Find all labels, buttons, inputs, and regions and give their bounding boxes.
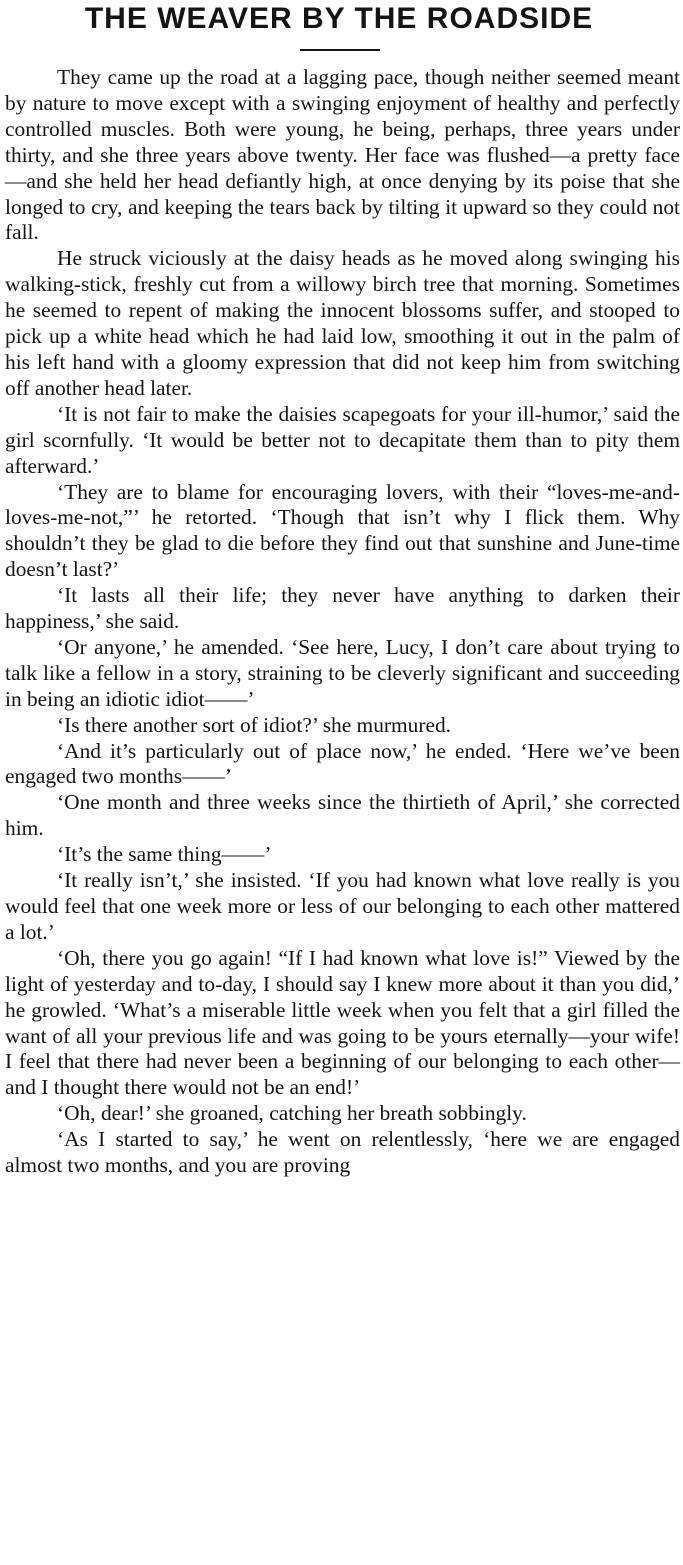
paragraph: ‘Or anyone,’ he amended. ‘See here, Lucy, I don’t care about trying to talk like a fellow in a story, straining to be cleverly significant and succeeding in being an idiotic idiot——’ [5,634,680,711]
paragraph: ‘One month and three weeks since the thirtieth of April,’ she corrected him. [5,790,680,841]
paragraph: ‘It really isn’t,’ she insisted. ‘If you had known what love really is you would feel that one week more or less of our belonging to each other mattered a lot.’ [5,868,680,944]
paragraph: ‘And it’s particularly out of place now,’ he ended. ‘Here we’ve been engaged two months——’ [5,738,680,789]
title-divider [300,49,380,51]
paragraph: ‘Is there another sort of idiot?’ she murmured. [57,712,452,737]
paragraph: ‘Oh, there you go again! “If I had known what love is!” Viewed by the light of yesterday and to-day, I should say I knew more about it than you did,’ he growled. ‘What’s a miserable little week when you felt that a girl filled the want of all your previous life and was going to be yours eternally—your wife! I feel that there had never been a beginning of our belonging to each other—and I thought there would not be an end!’ [5,945,680,1100]
paragraph: He struck viciously at the daisy heads as he moved along swinging his walking-stick, freshly cut from a willowy birch tree that morning. Sometimes he seemed to repent of making the innocent blossoms suffer, and stooped to pick up a white head which he had laid low, smoothing it out in the palm of his left hand with a gloomy expression that did not keep him from switching off another head later. [5,246,680,400]
paragraph: ‘Oh, dear!’ she groaned, catching her breath sobbingly. [57,1101,527,1126]
paragraph: ‘It is not fair to make the daisies scapegoats for your ill-humor,’ said the girl scornfully. ‘It would be better not to decapitate them than to pity them afterward.’ [5,401,680,478]
article-title: THE WEAVER BY THE ROADSIDE [84,2,594,35]
paragraph: ‘As I started to say,’ he went on relentlessly, ‘here we are engaged almost two months, and you are proving [5,1127,680,1178]
paragraph: They came up the road at a lagging pace, though neither seemed meant by nature to move except with a swinging enjoyment of healthy and perfectly controlled muscles. Both were young, he being, perhaps, three years under thirty, and she three years above twenty. Her face was flushed—a pretty face—and she held her head defiantly high, at once denying by its poise that she longed to cry, and keeping the tears back by tilting it upward so they could not fall. [5,65,680,245]
paragraph: ‘They are to blame for encouraging lovers, with their “loves-me-and-loves-me-not,”’ he retorted. ‘Though that isn’t why I flick them. Why shouldn’t they be glad to die before they find out that sunshine and June-time doesn’t last?’ [5,479,680,582]
paragraph: ‘It’s the same thing——’ [57,842,272,867]
article-body [5,65,680,1179]
paragraph: ‘It lasts all their life; they never have anything to darken their happiness,’ she said. [5,583,680,634]
